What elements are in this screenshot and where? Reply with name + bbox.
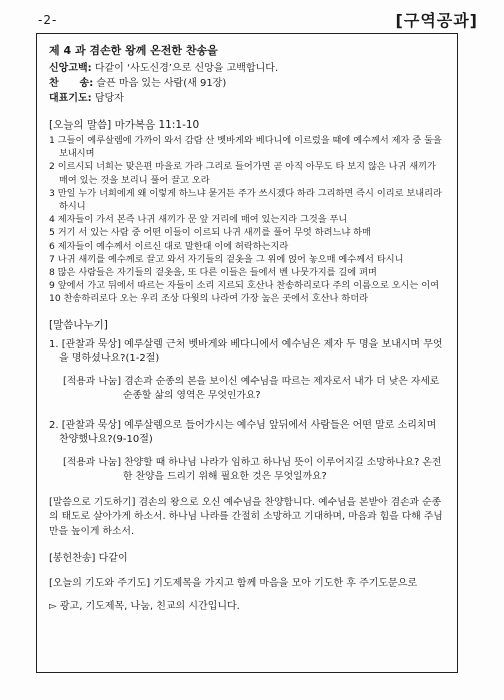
- offering-hymn: [봉헌찬송] 다같이: [49, 553, 128, 565]
- verse: 2 이르시되 너희는 맞은편 마을로 가라 그리로 들어가면 곧 아직 아무도 타 보지 않은 나귀 새끼가 매여 있는 것을 보리니 풀어 끌고 오라: [49, 161, 436, 186]
- verse: 10 찬송하리로다 오는 우리 조상 다윗의 나라여 가장 높은 곳에서 호산나 하더라: [49, 293, 368, 305]
- verse: 5 거기 서 있는 사람 중 어떤 이들이 이르되 나귀 새끼를 풀어 무엇 하려느냐 하매: [49, 227, 371, 239]
- leader-prayer-label: 대표기도:: [49, 93, 92, 104]
- verse: 4 제자들이 가서 본즉 나귀 새끼가 문 앞 거리에 매여 있는지라 그것을 푸니: [49, 214, 348, 226]
- closing-prayer: [말씀으로 기도하기] 겸손의 왕으로 오신 예수님을 찬양합니다. 예수님을 본받아 겸손과 순종의 태도로 살아가게 하소서. 하나님 나라를 간절히 소망하고 기대하며, 마음과 힘을 다해 주님만을 높이게 하소서.: [49, 496, 443, 537]
- question-1: 1. [관찰과 묵상] 예루살렘 근처 벳바게와 베다니에서 예수님은 제자 두 명을 보내시며 무엇을 명하셨나요?(1-2절): [49, 338, 443, 365]
- lesson-title: 제 4 과 겸손한 왕께 온전한 찬송을: [49, 44, 218, 57]
- hymn-line: [49, 76, 445, 91]
- verse: 6 제자들이 예수께서 이르신 대로 말한대 이에 허락하는지라: [49, 240, 289, 252]
- page-number: -2-: [38, 13, 58, 27]
- lesson-frame: [36, 33, 458, 673]
- verse: 3 만일 누가 너희에게 왜 이렇게 하느냐 묻거든 주가 쓰시겠다 하라 그리하면 즉시 이리로 보내리라 하시니: [49, 187, 442, 213]
- section-tag: [구역공과]: [395, 11, 478, 30]
- question-2: 2. [관찰과 묵상] 예루살렘으로 들어가시는 예수님 앞뒤에서 사람들은 어떤 말로 소리치며 찬양했나요?(9-10절): [49, 419, 437, 446]
- lords-prayer: [오늘의 기도와 주기도] 기도제목을 가지고 함께 마음을 모아 기도한 후 주기도문으로: [49, 578, 418, 590]
- leader-prayer-line: [49, 91, 445, 106]
- verse: 7 나귀 새끼를 예수께로 끌고 와서 자기들의 겉옷을 그 위에 얹어 놓으매 예수께서 타시니: [49, 253, 404, 265]
- creed-text: 다같이 ‘사도신경’으로 신앙을 고백합니다.: [94, 63, 279, 74]
- application-2: [적용과 나눔] 찬양할 때 하나님 나라가 임하고 하나님 뜻이 이루어지길 소망하나요? 온전한 찬양을 드리기 위해 필요한 것은 무엇일까요?: [63, 456, 442, 482]
- application-1: [적용과 나눔] 겸손과 순종의 본을 보이신 예수님을 따르는 제자로서 내가 더 낮은 자세로 순종할 삶의 영역은 무엇인가요?: [63, 375, 440, 401]
- leader-prayer-text: 담당자: [94, 93, 124, 104]
- verse: 8 많은 사람들은 자기들의 겉옷을, 또 다른 이들은 들에서 벤 나뭇가지를 길에 펴며: [49, 267, 377, 279]
- hymn-text: 슬픈 마음 있는 사람(새 91장): [96, 78, 227, 89]
- scripture-header: [오늘의 말씀] 마가복음 11:1-10: [49, 119, 200, 131]
- notice: ▻ 광고, 기도제목, 나눔, 친교의 시간입니다.: [49, 601, 240, 613]
- creed-line: [49, 61, 445, 76]
- verse: 9 앞에서 가고 뒤에서 따르는 자들이 소리 지르되 호산나 찬송하리로다 주의 이름으로 오시는 이여: [49, 280, 439, 292]
- scripture-verses: [49, 134, 445, 306]
- verse: 1 그들이 예루살렘에 가까이 와서 감람 산 벳바게와 베다니에 이르렀을 때에 예수께서 제자 중 둘을 보내시며: [49, 135, 442, 160]
- hymn-label: 찬 송:: [49, 78, 94, 89]
- sharing-header: [말씀나누기]: [49, 318, 108, 331]
- creed-label: 신앙고백:: [49, 63, 92, 74]
